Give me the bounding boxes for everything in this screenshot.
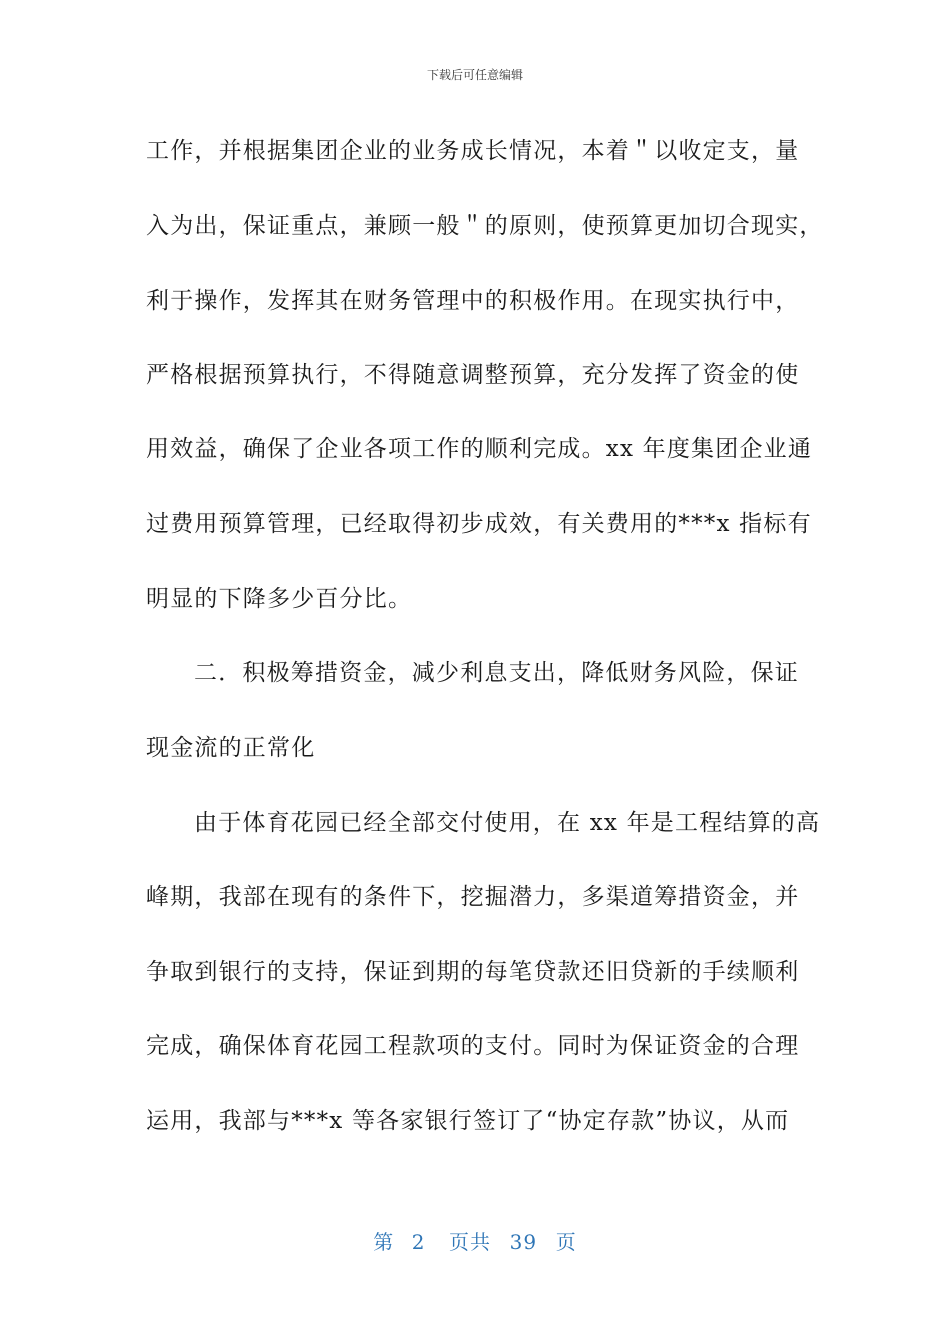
body-line: 用效益，确保了企业各项工作的顺利完成。xx 年度集团企业通 xyxy=(146,436,813,462)
body-line: 入为出，保证重点，兼顾一般＂的原则，使预算更加切合现实， xyxy=(146,213,824,239)
footer-page-number: 2 xyxy=(411,1230,426,1254)
page-number-footer xyxy=(0,1226,950,1255)
body-line: 由于体育花园已经全部交付使用，在 xx 年是工程结算的高 xyxy=(194,810,821,836)
footer-middle: 页共 xyxy=(449,1230,491,1254)
footer-total-pages: 39 xyxy=(509,1230,538,1254)
body-line: 完成，确保体育花园工程款项的支付。同时为保证资金的合理 xyxy=(146,1033,800,1059)
section-heading-line: 现金流的正常化 xyxy=(146,735,316,761)
body-line: 严格根据预算执行，不得随意调整预算，充分发挥了资金的使 xyxy=(146,362,800,388)
body-line: 争取到银行的支持，保证到期的每笔贷款还旧贷新的手续顺利 xyxy=(146,959,800,985)
body-line: 峰期，我部在现有的条件下，挖掘潜力，多渠道筹措资金，并 xyxy=(146,884,800,910)
page-header: 下载后可任意编辑 xyxy=(426,68,523,82)
body-line: 运用，我部与***x 等各家银行签订了“协定存款”协议，从而 xyxy=(146,1108,790,1134)
body-line: 明显的下降多少百分比。 xyxy=(146,586,413,612)
body-line: 工作，并根据集团企业的业务成长情况，本着＂以收定支，量 xyxy=(146,138,800,164)
body-line: 利于操作，发挥其在财务管理中的积极作用。在现实执行中， xyxy=(146,288,800,314)
footer-suffix: 页 xyxy=(555,1230,577,1254)
section-heading-line: 二．积极筹措资金，减少利息支出，降低财务风险，保证 xyxy=(194,660,799,686)
body-line: 过费用预算管理，已经取得初步成效，有关费用的***x 指标有 xyxy=(146,511,812,537)
footer-prefix: 第 xyxy=(373,1230,395,1254)
